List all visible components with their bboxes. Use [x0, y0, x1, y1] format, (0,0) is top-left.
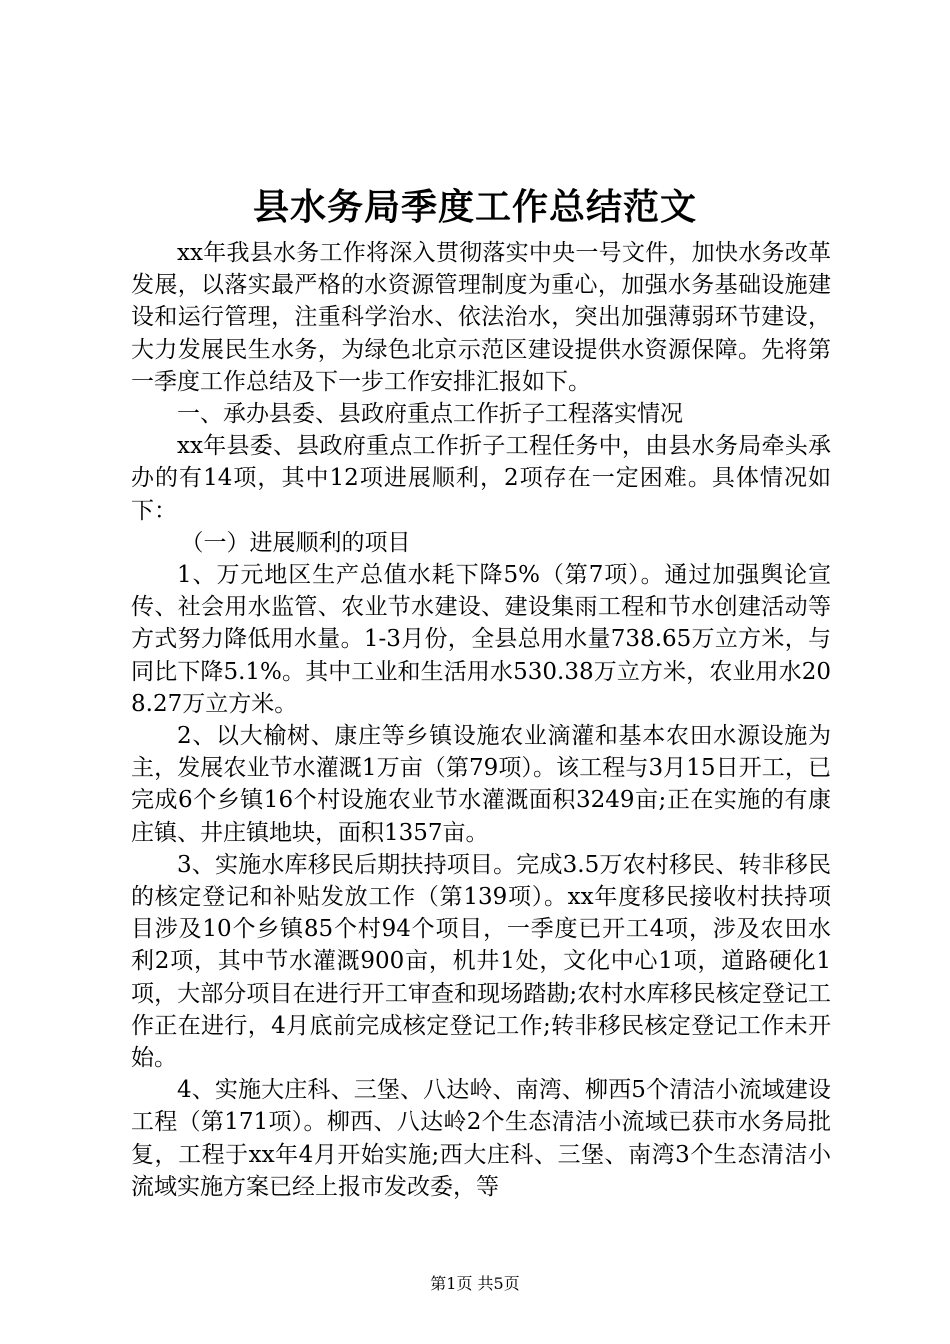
item-paragraph-3: 3、实施水库移民后期扶持项目。完成3.5万农村移民、转非移民的核定登记和补贴发放工作（第139项）。xx年度移民接收村扶持项目涉及10个乡镇85个村94个项目，一季度已开工4项，涉及农田水利2项，其中节水灌溉900亩，机井1处，文化中心1项，道路硬化1项，大部分项目在进行开工审查和现场踏勘;农村水库移民核定登记工作正在进行，4月底前完成核定登记工作;转非移民核定登记工作未开始。: [131, 851, 831, 1072]
document-title: 县水务局季度工作总结范文: [252, 186, 697, 228]
page-number-footer: 第1页 共5页: [430, 1274, 520, 1293]
subsection-heading-1: （一）进展顺利的项目: [180, 529, 411, 556]
item-paragraph-2: 2、以大榆树、康庄等乡镇设施农业滴灌和基本农田水源设施为主，发展农业节水灌溉1万亩（第79项）。该工程与3月15日开工，已完成6个乡镇16个村设施农业节水灌溉面积3249亩;正在实施的有康庄镇、井庄镇地块，面积1357亩。: [131, 723, 831, 846]
intro-paragraph: xx年我县水务工作将深入贯彻落实中央一号文件，加快水务改革发展，以落实最严格的水资源管理制度为重心，加强水务基础设施建设和运行管理，注重科学治水、依法治水，突出加强薄弱环节建设，大力发展民生水务，为绿色北京示范区建设提供水资源保障。先将第一季度工作总结及下一步工作安排汇报如下。: [131, 240, 831, 395]
document-body: [131, 237, 831, 1203]
item-paragraph-4: 4、实施大庄科、三堡、八达岭、南湾、柳西5个清洁小流域建设工程（第171项）。柳西、八达岭2个生态清洁小流域已获市水务局批复，工程于xx年4月开始实施;西大庄科、三堡、南湾3个生态清洁小流域实施方案已经上报市发改委，等: [131, 1077, 831, 1200]
section-1-summary-paragraph: xx年县委、县政府重点工作折子工程任务中，由县水务局牵头承办的有14项，其中12项进展顺利，2项存在一定困难。具体情况如下：: [131, 433, 831, 524]
item-paragraph-1: 1、万元地区生产总值水耗下降5%（第7项）。通过加强舆论宣传、社会用水监管、农业节水建设、建设集雨工程和节水创建活动等方式努力降低用水量。1-3月份，全县总用水量738.65万立方米，与同比下降5.1%。其中工业和生活用水530.38万立方米，农业用水208.27万立方米。: [131, 562, 831, 717]
section-heading-1: 一、承办县委、县政府重点工作折子工程落实情况: [177, 401, 683, 428]
